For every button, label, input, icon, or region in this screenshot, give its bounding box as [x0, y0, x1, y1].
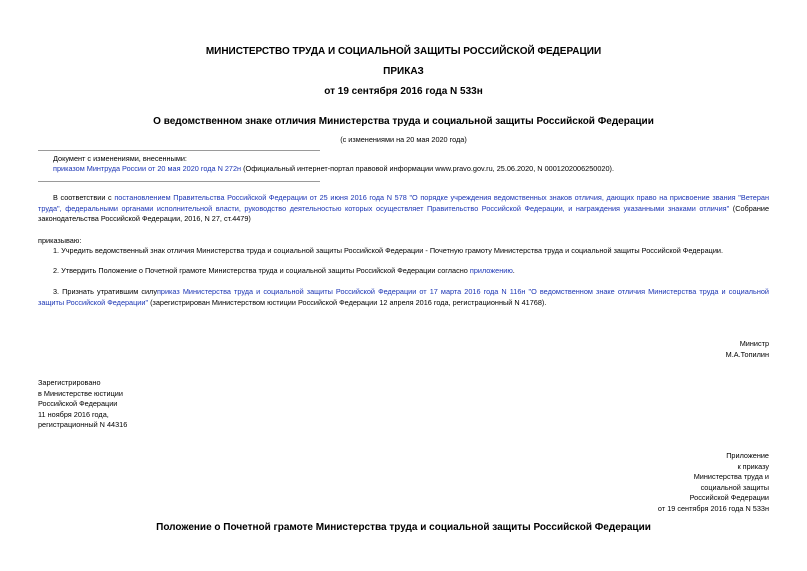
appendix-title: Положение о Почетной грамоте Министерства труда и социальной защиты Российской Федерации: [156, 522, 651, 533]
doc-date-number: от 19 сентября 2016 года N 533н: [324, 86, 483, 97]
divider-top: [38, 150, 320, 151]
doc-type: ПРИКАЗ: [383, 66, 424, 77]
registration-line: 11 ноября 2016 года,: [38, 409, 109, 419]
government-decree-link[interactable]: постановлением Правительства Российской Федерации от 25 июня 2016 года N 578 "О порядке учреждения ведомственных знаков отличия, дающих право на присвоение звания "Ветеран труда", федеральными органами исполнительной власти, руководство деятельностью которых осуществляет Правительство Российской Федерации, и награждения указанными знаками отличия": [38, 193, 770, 213]
divider-bottom: [38, 181, 320, 182]
signature-name: М.А.Топилин: [725, 349, 769, 359]
ministry-heading: МИНИСТЕРСТВО ТРУДА И СОЦИАЛЬНОЙ ЗАЩИТЫ РОССИЙСКОЙ ФЕДЕРАЦИИ: [205, 46, 602, 57]
registration-line: регистрационный N 44316: [38, 420, 128, 430]
appendix-line: от 19 сентября 2016 года N 533н: [657, 503, 769, 513]
preamble-post: (Собрание законодательства Российской Федерации, 2016, N 27, ст.4479): [38, 203, 770, 224]
amending-order-link[interactable]: приказом Минтруда России от 20 мая 2020 года N 272н: [53, 164, 242, 173]
appendix-line: Приложение: [726, 451, 769, 460]
registration-line: Российской Федерации: [38, 399, 118, 409]
doc-title: О ведомственном знаке отличия Министерства труда и социальной защиты Российской Федерации: [153, 116, 654, 127]
appendix-block: [560, 451, 769, 515]
appendix-line: социальной защиты: [700, 482, 769, 492]
preamble-paragraph: [38, 193, 769, 225]
signature-position: Министр: [739, 339, 769, 348]
registration-block: [38, 378, 238, 431]
order-word: приказываю:: [38, 236, 82, 245]
appendix-line: к приказу: [737, 461, 769, 471]
changes-intro: Документ с изменениями, внесенными:: [53, 154, 187, 163]
registration-line: в Министерстве юстиции: [38, 388, 123, 398]
revision-note: (с изменениями на 20 мая 2020 года): [340, 135, 467, 144]
item-2-post: .: [512, 266, 515, 275]
changes-tail: (Официальный интернет-портал правовой информации www.pravo.gov.ru, 25.06.2020, N 0001202006250020).: [241, 164, 614, 173]
signature-block: [560, 339, 769, 360]
item-3: [38, 287, 769, 308]
item-1: 1. Учредить ведомственный знак отличия Министерства труда и социальной защиты Российской Федерации - Почетную грамоту Министерства труда и социальной защиты Российской Федерации.: [53, 246, 724, 255]
appendix-line: Российской Федерации: [689, 493, 769, 503]
item-3-pre: 3. Признать утратившим силу: [53, 287, 157, 296]
appendix-line: Министерства труда и: [693, 472, 769, 482]
item-3-post: (зарегистрирован Министерством юстиции Российской Федерации 12 апреля 2016 года, регистрационный N 41768).: [148, 297, 547, 307]
repealed-order-link[interactable]: приказ Министерства труда и социальной защиты Российской Федерации от 17 марта 2016 года N 116н "О ведомственном знаке отличия Министерства труда и социальной защиты Российской Федерации": [38, 287, 769, 307]
registration-line: Зарегистрировано: [38, 378, 101, 387]
preamble-pre: В соответствии с: [53, 193, 115, 202]
appendix-link[interactable]: приложению: [469, 266, 513, 275]
item-2: [53, 266, 769, 277]
changes-line: [53, 164, 773, 175]
item-2-pre: 2. Утвердить Положение о Почетной грамоте Министерства труда и социальной защиты Российской Федерации согласно: [53, 266, 470, 275]
